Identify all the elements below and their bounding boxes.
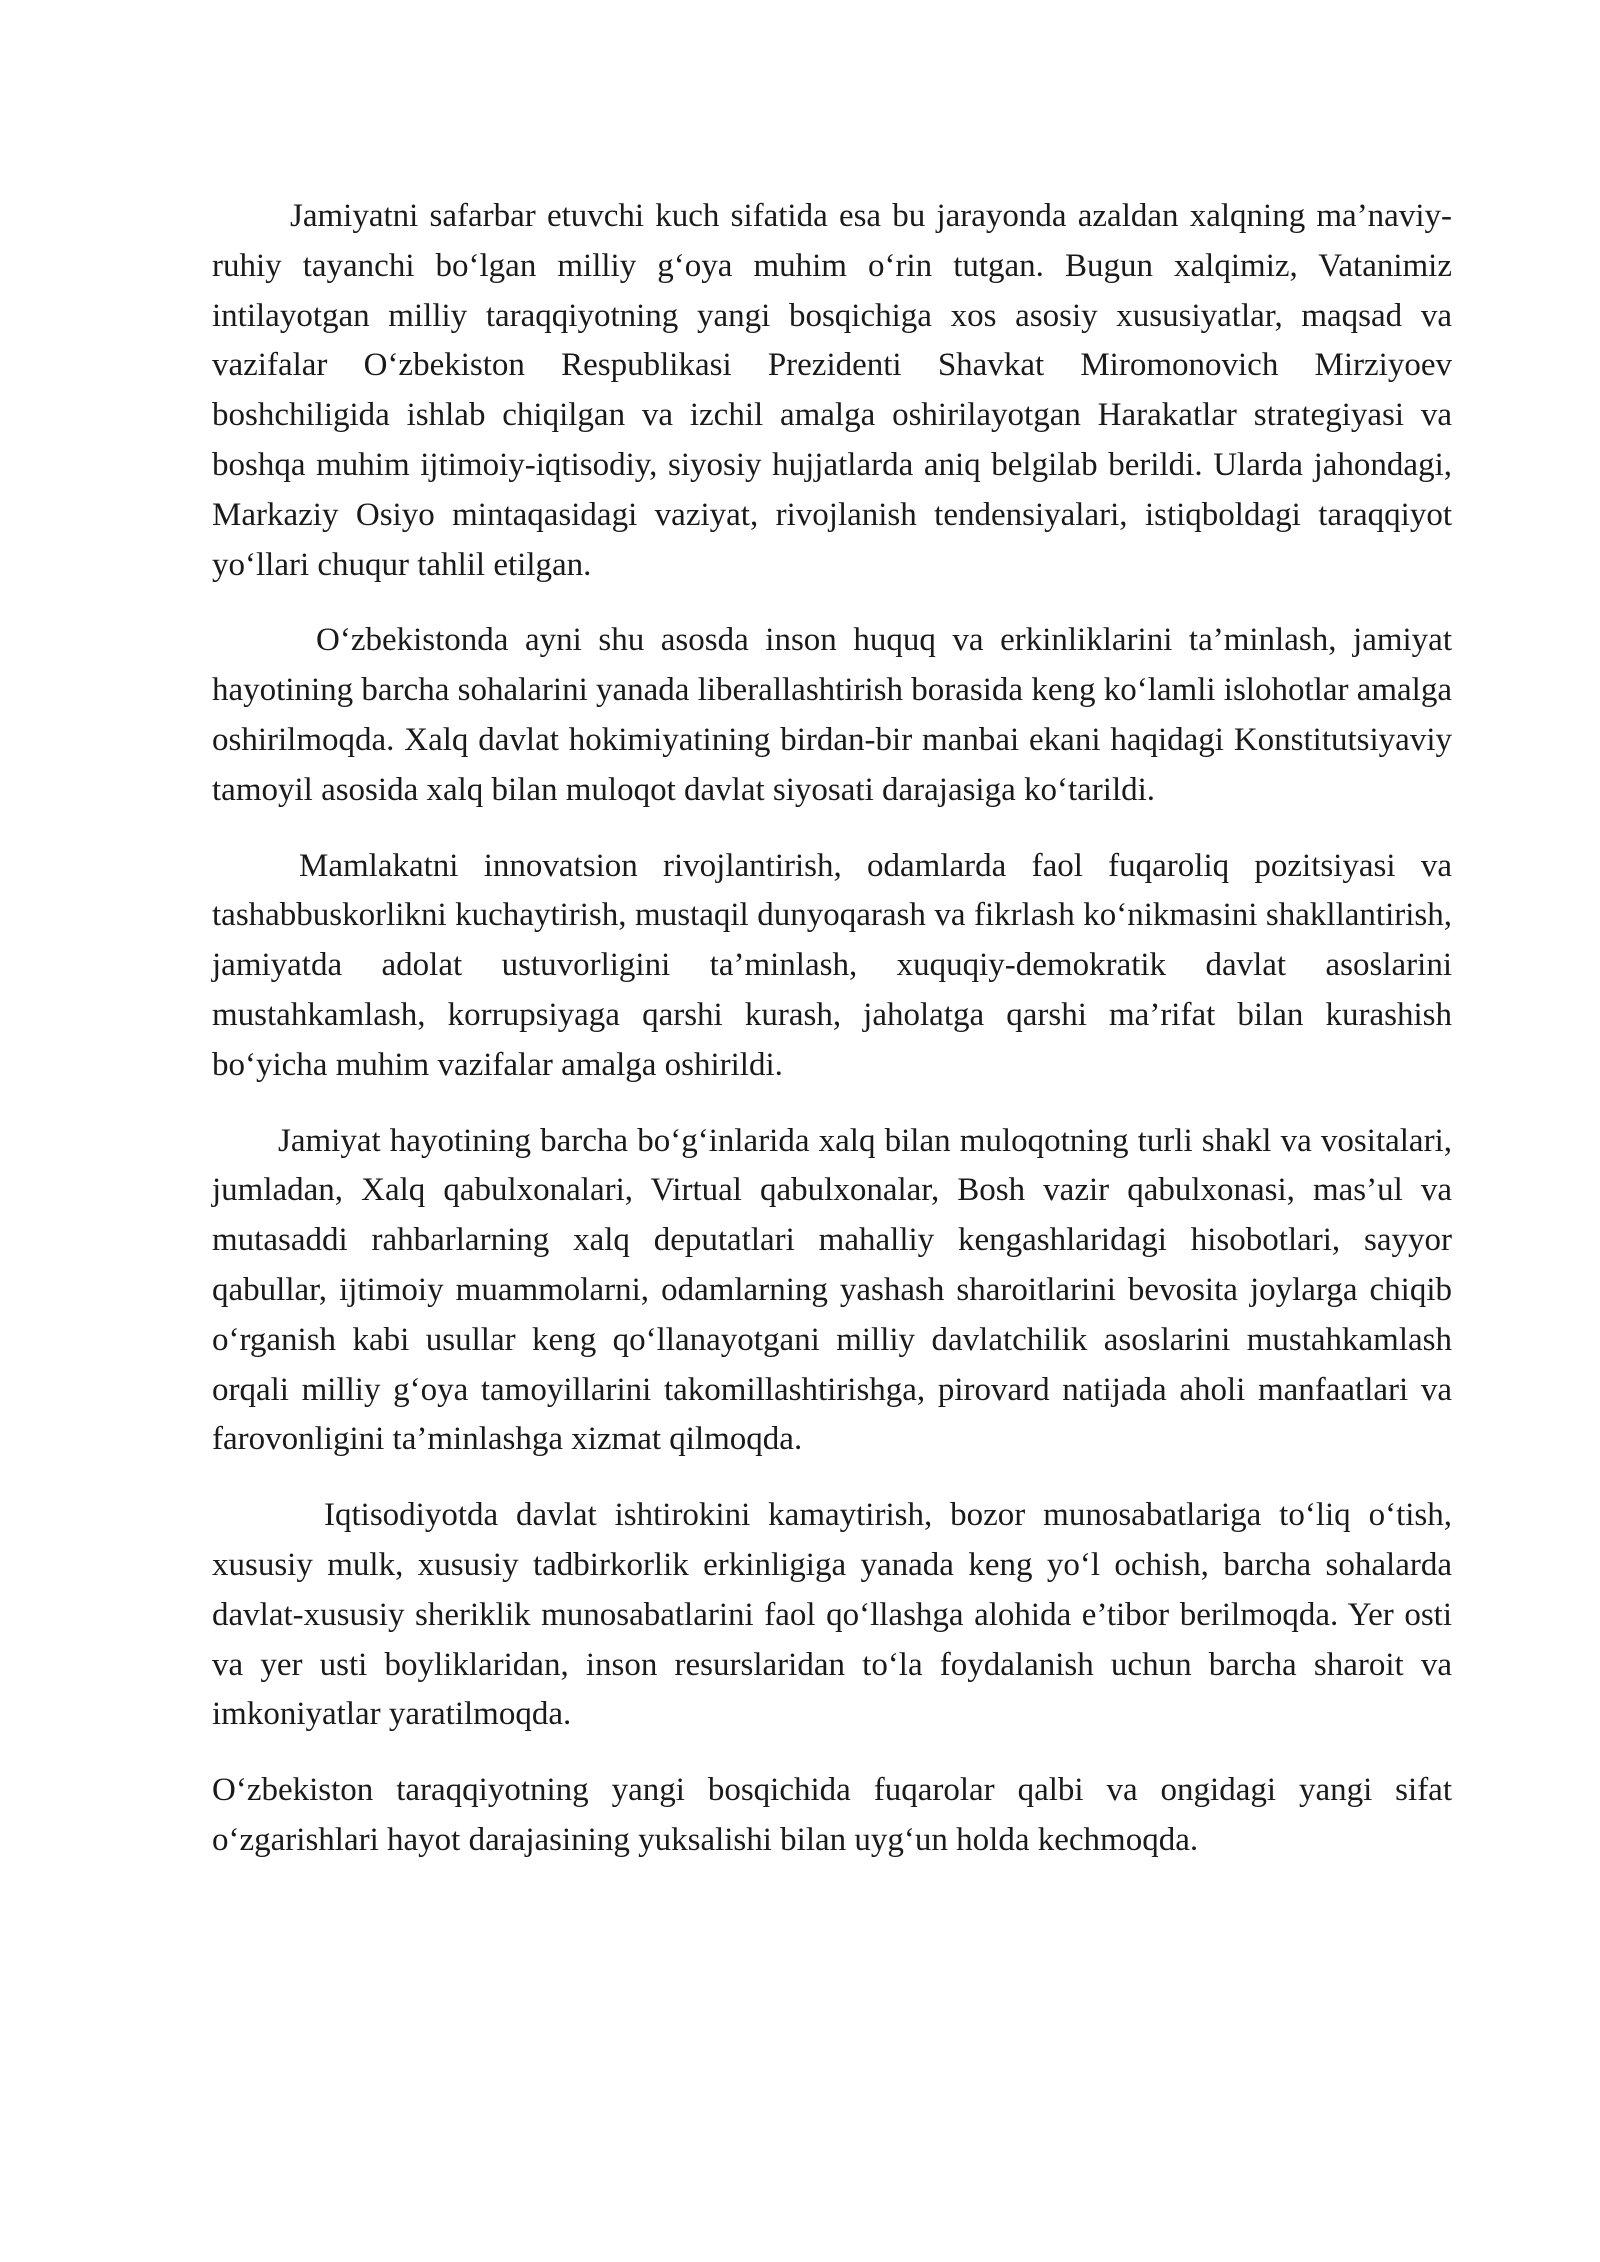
paragraph-6: O‘zbekiston taraqqiyotning yangi bosqichida fuqarolar qalbi va ongidagi yangi sifat o‘zgarishlari hayot darajasining yuksalishi bilan uyg‘un holda kechmoqda.	[212, 1772, 1452, 1858]
paragraph-3: Mamlakatni innovatsion rivojlantirish, odamlarda faol fuqaroliq pozitsiyasi va tashabbuskorlikni kuchaytirish, mustaqil dunyoqarash va fikrlash ko‘nikmasini shakllantirish, jamiyatda adolat ustuvorligini ta’minlash, xuquqiy-demokratik davlat asoslarini mustahkamlash, korrupsiyaga qarshi kurash, jaholatga qarshi ma’rifat bilan kurashish bo‘yicha muhim vazifalar amalga oshirildi.	[212, 847, 1452, 1083]
paragraph-1: Jamiyatni safarbar etuvchi kuch sifatida esa bu jarayonda azaldan xalqning ma’naviy-ruhiy tayanchi bo‘lgan milliy g‘oya muhim o‘rin tutgan. Bugun xalqimiz, Vatanimiz intilayotgan milliy taraqqiyotning yangi bosqichiga xos asosiy xususiyatlar, maqsad va vazifalar O‘zbekiston Respublikasi Prezidenti Shavkat Miromonovich Mirziyoev boshchiligida ishlab chiqilgan va izchil amalga oshirilayotgan Harakatlar strategiyasi va boshqa muhim ijtimoiy-iqtisodiy, siyosiy hujjatlarda aniq belgilab berildi. Ularda jahondagi, Markaziy Osiyo mintaqasidagi vaziyat, rivojlanish tendensiyalari, istiqboldagi taraqqiyot yo‘llari chuqur tahlil etilgan.	[212, 198, 1452, 583]
paragraph-5: Iqtisodiyotda davlat ishtirokini kamaytirish, bozor munosabatlariga to‘liq o‘tish, xususiy mulk, xususiy tadbirkorlik erkinligiga yanada keng yo‘l ochish, barcha sohalarda davlat-xususiy sheriklik munosabatlarini faol qo‘llashga alohida e’tibor berilmoqda. Yer osti va yer usti boyliklaridan, inson resurslaridan to‘la foydalanish uchun barcha sharoit va imkoniyatlar yaratilmoqda.	[212, 1497, 1452, 1733]
paragraph-4: Jamiyat hayotining barcha bo‘g‘inlarida xalq bilan muloqotning turli shakl va vositalari, jumladan, Xalq qabulxonalari, Virtual qabulxonalar, Bosh vazir qabulxonasi, mas’ul va mutasaddi rahbarlarning xalq deputatlari mahalliy kengashlaridagi hisobotlari, sayyor qabullar, ijtimoiy muammolarni, odamlarning yashash sharoitlarini bevosita joylarga chiqib o‘rganish kabi usullar keng qo‘llanayotgani milliy davlatchilik asoslarini mustahkamlash orqali milliy g‘oya tamoyillarini takomillashtirishga, pirovard natijada aholi manfaatlari va farovonligini ta’minlashga xizmat qilmoqda.	[212, 1122, 1452, 1458]
body-text	[212, 192, 1452, 1892]
paragraph-2: O‘zbekistonda ayni shu asosda inson huquq va erkinliklarini ta’minlash, jamiyat hayotining barcha sohalarini yanada liberallashtirish borasida keng ko‘lamli islohotlar amalga oshirilmoqda. Xalq davlat hokimiyatining birdan-bir manbai ekani haqidagi Konstitutsiyaviy tamoyil asosida xalq bilan muloqot davlat siyosati darajasiga ko‘tarildi.	[212, 622, 1452, 808]
